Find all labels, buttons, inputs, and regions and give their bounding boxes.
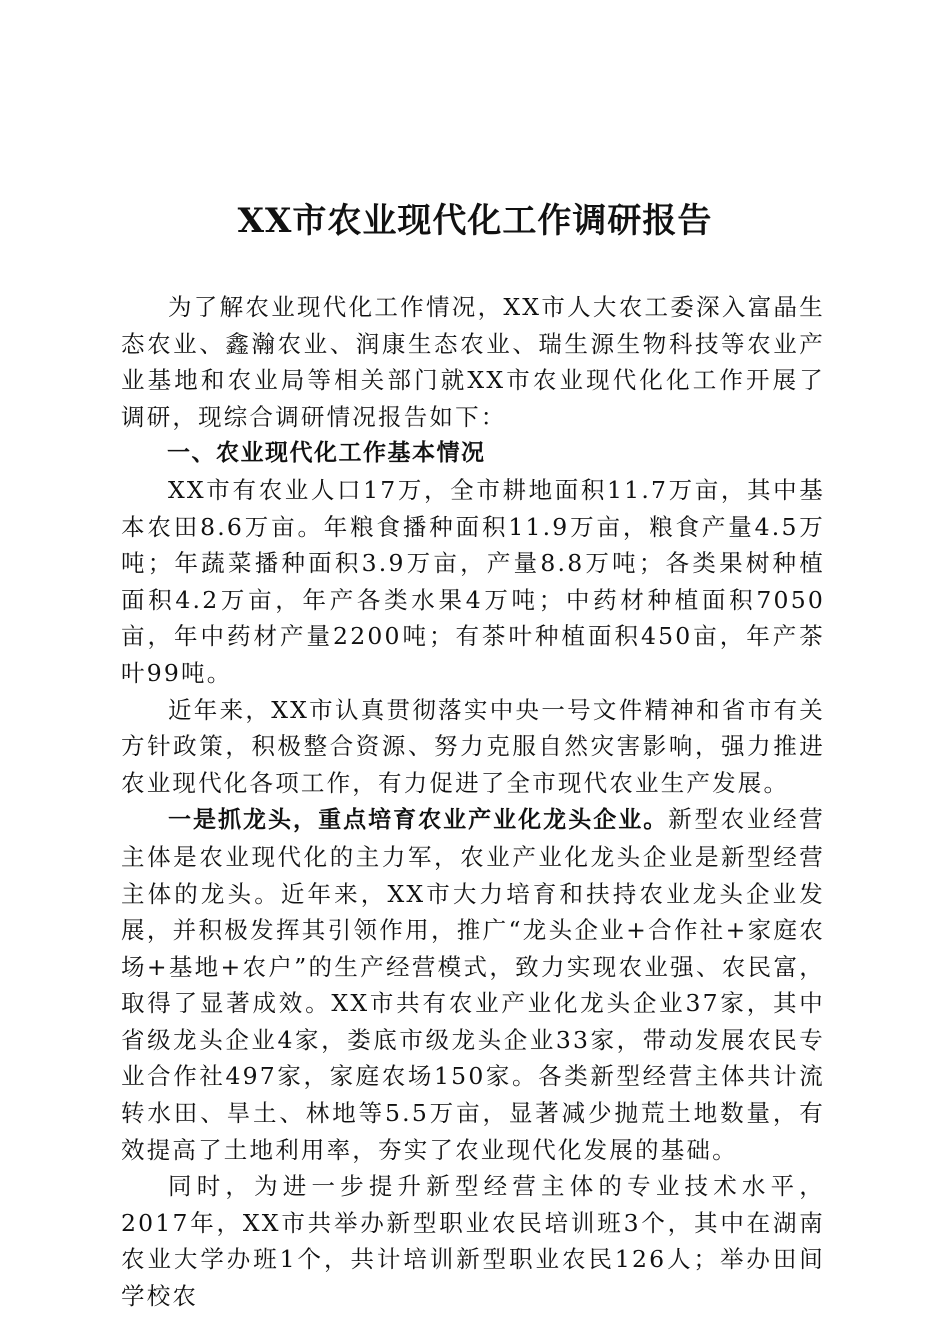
overview-paragraph: 近年来，XX市认真贯彻落实中央一号文件精神和省市有关方针政策，积极整合资源、努力克服自然灾害影响，强力推进农业现代化各项工作，有力促进了全市现代农业生产发展。	[121, 695, 825, 797]
section-heading-1: 一、农业现代化工作基本情况	[167, 440, 486, 467]
intro-paragraph: 为了解农业现代化工作情况，XX市人大农工委深入富晶生态农业、鑫瀚农业、润康生态农业、瑞生源生物科技等农业产业基地和农业局等相关部门就XX市农业现代化化工作开展了调研，现综合调研情况报告如下：	[121, 293, 825, 431]
leading-enterprises-paragraph	[121, 801, 825, 1168]
paragraph-lead-heading: 一是抓龙头，重点培育农业产业化龙头企业。	[168, 807, 669, 834]
training-paragraph: 同时，为进一步提升新型经营主体的专业技术水平，2017年，XX市共举办新型职业农民培训班3个，其中在湖南农业大学办班1个，共计培训新型职业农民126人；举办田间学校农	[121, 1172, 825, 1311]
document-title: XX市农业现代化工作调研报告	[237, 201, 713, 241]
statistics-paragraph: XX市有农业人口17万，全市耕地面积11.7万亩，其中基本农田8.6万亩。年粮食播种面积11.9万亩，粮食产量4.5万吨；年蔬菜播种面积3.9万亩，产量8.8万吨；各类果树种植面积4.2万亩，年产各类水果4万吨；中药材种植面积7050亩，年中药材产量2200吨；有茶叶种植面积450亩，年产茶叶99吨。	[121, 475, 825, 687]
paragraph-body-text: 新型农业经营主体是农业现代化的主力军，农业产业化龙头企业是新型经营主体的龙头。近年来，XX市大力培育和扶持农业龙头企业发展，并积极发挥其引领作用，推广“龙头企业+合作社+家庭农场+基地+农户”的生产经营模式，致力实现农业强、农民富，取得了显著成效。XX市共有农业产业化龙头企业37家，其中省级龙头企业4家，娄底市级龙头企业33家，带动发展农民专业合作社497家，家庭农场150家。各类新型经营主体共计流转水田、旱土、林地等5.5万亩，显著减少抛荒土地数量，有效提高了土地利用率，夯实了农业现代化发展的基础。	[121, 805, 826, 1164]
document-body	[121, 289, 825, 1315]
